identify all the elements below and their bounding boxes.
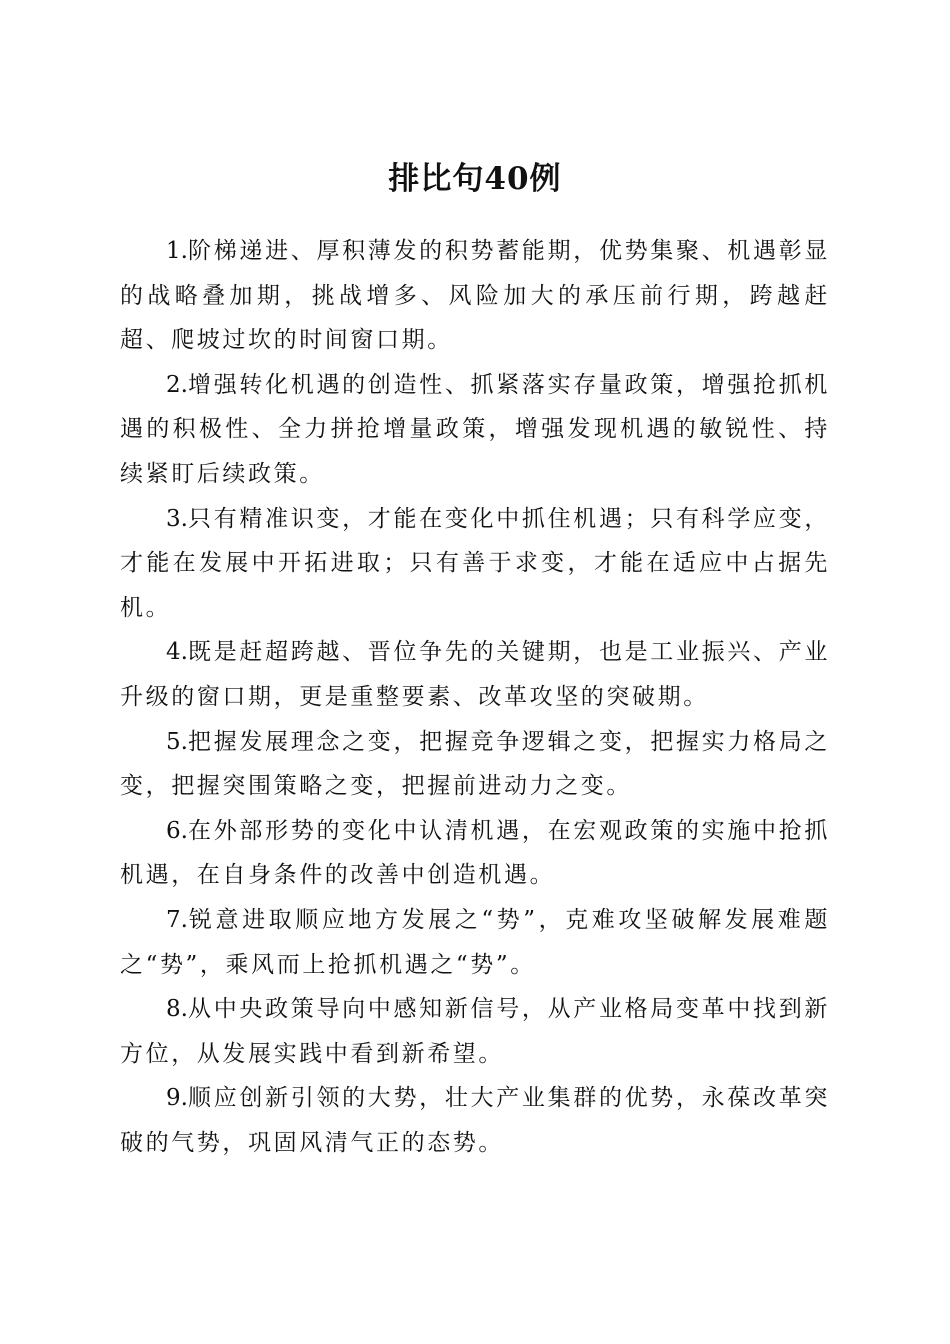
paragraph-text: 既是赶超跨越、晋位争先的关键期，也是工业振兴、产业升级的窗口期，更是重整要素、改革攻坚的突破期。 <box>120 639 830 710</box>
paragraph-number: 1. <box>166 238 188 264</box>
paragraph-8 <box>120 987 830 1076</box>
paragraph-2 <box>120 363 830 497</box>
page-title: 排比句40例 <box>388 160 562 197</box>
paragraph-number: 4. <box>166 639 188 666</box>
paragraph-number: 8. <box>166 996 188 1023</box>
paragraph-text: 只有精准识变，才能在变化中抓住机遇；只有科学应变，才能在发展中开拓进取；只有善于求变，才能在适应中占据先机。 <box>120 505 830 621</box>
paragraph-number: 6. <box>166 817 188 844</box>
paragraph-9 <box>120 1076 830 1165</box>
paragraph-5 <box>120 720 830 809</box>
paragraph-number: 5. <box>166 728 188 755</box>
paragraph-text: 把握发展理念之变，把握竞争逻辑之变，把握实力格局之变，把握突围策略之变，把握前进动力之变。 <box>120 728 830 800</box>
paragraph-text: 增强转化机遇的创造性、抓紧落实存量政策，增强抢抓机遇的积极性、全力拼抢增量政策，增强发现机遇的敏锐性、持续紧盯后续政策。 <box>120 371 830 487</box>
paragraph-number: 9. <box>166 1085 188 1112</box>
paragraph-3 <box>120 497 830 631</box>
paragraph-number: 7. <box>166 906 188 933</box>
paragraph-text: 从中央政策导向中感知新信号，从产业格局变革中找到新方位，从发展实践中看到新希望。 <box>120 996 830 1067</box>
paragraph-text: 锐意进取顺应地方发展之“势”，克难攻坚破解发展难题之“势”，乘风而上抢抓机遇之“势”。 <box>120 906 830 978</box>
paragraph-text: 顺应创新引领的大势，壮大产业集群的优势，永葆改革突破的气势，巩固风清气正的态势。 <box>120 1085 830 1156</box>
paragraph-number: 3. <box>166 505 188 532</box>
paragraph-4 <box>120 630 830 719</box>
paragraph-text: 阶梯递进、厚积薄发的积势蓄能期，优势集聚、机遇彰显的战略叠加期，挑战增多、风险加大的承压前行期，跨越赶超、爬坡过坎的时间窗口期。 <box>120 238 830 354</box>
paragraph-text: 在外部形势的变化中认清机遇，在宏观政策的实施中抢抓机遇，在自身条件的改善中创造机遇。 <box>120 817 830 889</box>
document-body <box>120 229 830 1165</box>
paragraph-7 <box>120 898 830 987</box>
paragraph-6 <box>120 809 830 898</box>
paragraph-1 <box>120 229 830 363</box>
paragraph-number: 2. <box>166 371 188 398</box>
